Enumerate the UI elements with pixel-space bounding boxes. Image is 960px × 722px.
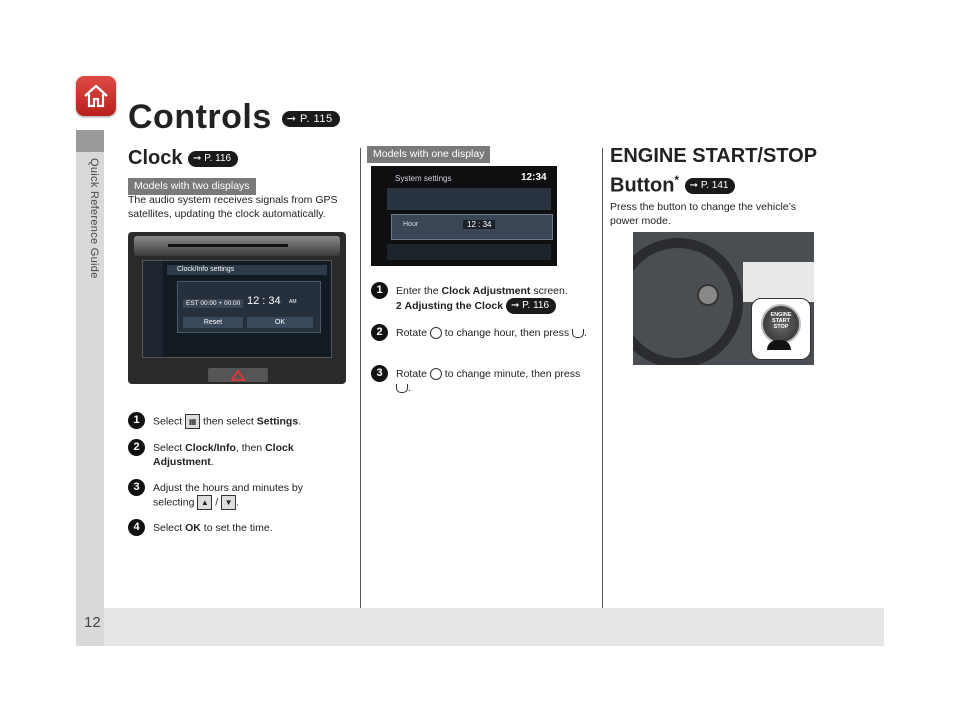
cd-slot [168,244,288,247]
page-number: 12 [84,614,101,631]
clock-intro: The audio system receives signals from GPS satellites, updating the clock automatically. [128,194,338,220]
step-text: / [212,496,222,509]
touchscreen [142,260,332,358]
step-text: Adjust the hours and minutes by selecting [153,482,304,509]
step-badge: 3 [371,365,388,382]
sidebar-label: Quick Reference Guide [88,158,100,279]
clock-step-3 [153,481,343,510]
hour-field[interactable]: 12 : 34 [463,220,495,229]
time-display: 12 : 34 [247,295,281,307]
engine-heading-line2 [610,168,817,198]
step-text: Rotate [396,368,430,380]
step-badge: 3 [128,479,145,496]
footer-bar [104,608,884,646]
step-text: , then [235,442,266,454]
cross-ref-link[interactable]: Adjusting the Clock [404,299,504,312]
step-bold: OK [185,522,201,534]
clock-step-1 [153,414,353,429]
screen-clock: 12:34 [521,172,547,183]
selector-knob-icon [430,368,442,380]
tag-two-displays: Models with two displays [128,178,256,195]
engine-body: Press the button to change the vehicle’s power mode. [610,201,797,227]
button-text-line: STOP [773,324,789,330]
hour-label: Hour [403,221,419,228]
step-text: . [298,415,302,428]
page-title [128,98,340,137]
step-text: . [584,327,587,339]
step-badge: 1 [371,282,388,299]
step-bold: Clock/Info [185,442,236,454]
step-text: Select [153,522,186,534]
one-display-step-2 [396,326,596,340]
step-text: Select [153,415,186,428]
asterisk: * [674,173,680,187]
timezone-field[interactable]: EST 00:00 + 00:00 [183,299,243,308]
step-bold: Clock Adjustment [153,442,294,468]
step-text: Enter the [396,285,442,297]
one-display-step-1 [396,284,596,314]
engine-heading-text: Button [610,174,675,197]
clock-ref-text: P. 116 [204,152,232,164]
column-divider [602,148,603,608]
engine-button-small [697,284,719,306]
selector-knob-icon [430,327,442,339]
home-grid-icon: ▦ [185,414,200,429]
step-badge: 4 [128,519,145,536]
engine-button-text [761,312,801,330]
step-badge: 1 [128,412,145,429]
page-title-text: Controls [128,98,272,136]
am-pm: AM [289,299,297,305]
step-text: . [210,456,214,468]
cross-ref-icon: 2 [396,300,402,312]
step-badge: 2 [371,324,388,341]
step-bold: Settings [256,415,299,428]
press-knob-icon [396,384,408,393]
ok-button[interactable]: OK [247,317,313,328]
clock-step-4 [153,521,353,535]
reset-button[interactable]: Reset [183,317,243,328]
step-text: Rotate [396,327,430,339]
step-text: to set the time. [200,522,273,534]
tag-one-display: Models with one display [367,146,490,163]
page-ref-link[interactable]: ➞ P. 115 [282,111,340,127]
home-icon [82,82,110,110]
step-text: . [236,496,240,509]
settings-row [387,244,551,260]
home-button[interactable] [76,76,116,116]
down-arrow-icon: ▼ [221,495,236,510]
screen-header: System settings [395,174,452,183]
sidebar-cap [76,130,104,152]
screen-side-menu [143,261,163,357]
one-display-step-3 [396,367,586,395]
clock-step-2 [153,441,353,469]
step-text: Select [153,442,186,454]
step-text: to change minute, then press [441,368,581,380]
button-text-line: START [772,318,790,324]
step-badge: 2 [128,439,145,456]
step-text: screen. [530,285,568,297]
column-divider [360,148,361,608]
up-arrow-icon: ▲ [197,495,212,510]
engine-ref-text: P. 141 [700,180,729,192]
step-text: to change hour, then press [441,327,573,339]
button-text-line: ENGINE [770,312,792,318]
screen-header: Clock/Info settings [167,265,327,275]
two-display-screen-photo [128,232,346,384]
press-knob-icon [572,329,584,338]
page-ref-text: P. 115 [300,113,333,126]
step-bold: Clock Adjustment [441,285,531,297]
steering-wheel [633,238,743,365]
step-text: . [408,382,411,394]
engine-heading [610,144,817,198]
engine-ref-link[interactable]: ➞ P. 141 [685,178,736,194]
finger-press-icon [767,340,791,350]
settings-row [387,188,551,210]
engine-heading-line1: ENGINE START/STOP [610,145,818,167]
step-text: then select [200,415,257,428]
clock-ref-link[interactable]: ➞ P. 116 [188,151,238,167]
one-display-screen-photo [371,166,557,266]
clock-heading [128,146,238,170]
hazard-icon [231,370,245,381]
clock-heading-text: Clock [128,147,183,169]
engine-button-photo [633,232,814,365]
cross-ref-page[interactable]: ➞ P. 116 [506,298,556,314]
cross-ref-page-text: P. 116 [522,300,550,311]
dashboard-vent [743,262,814,302]
